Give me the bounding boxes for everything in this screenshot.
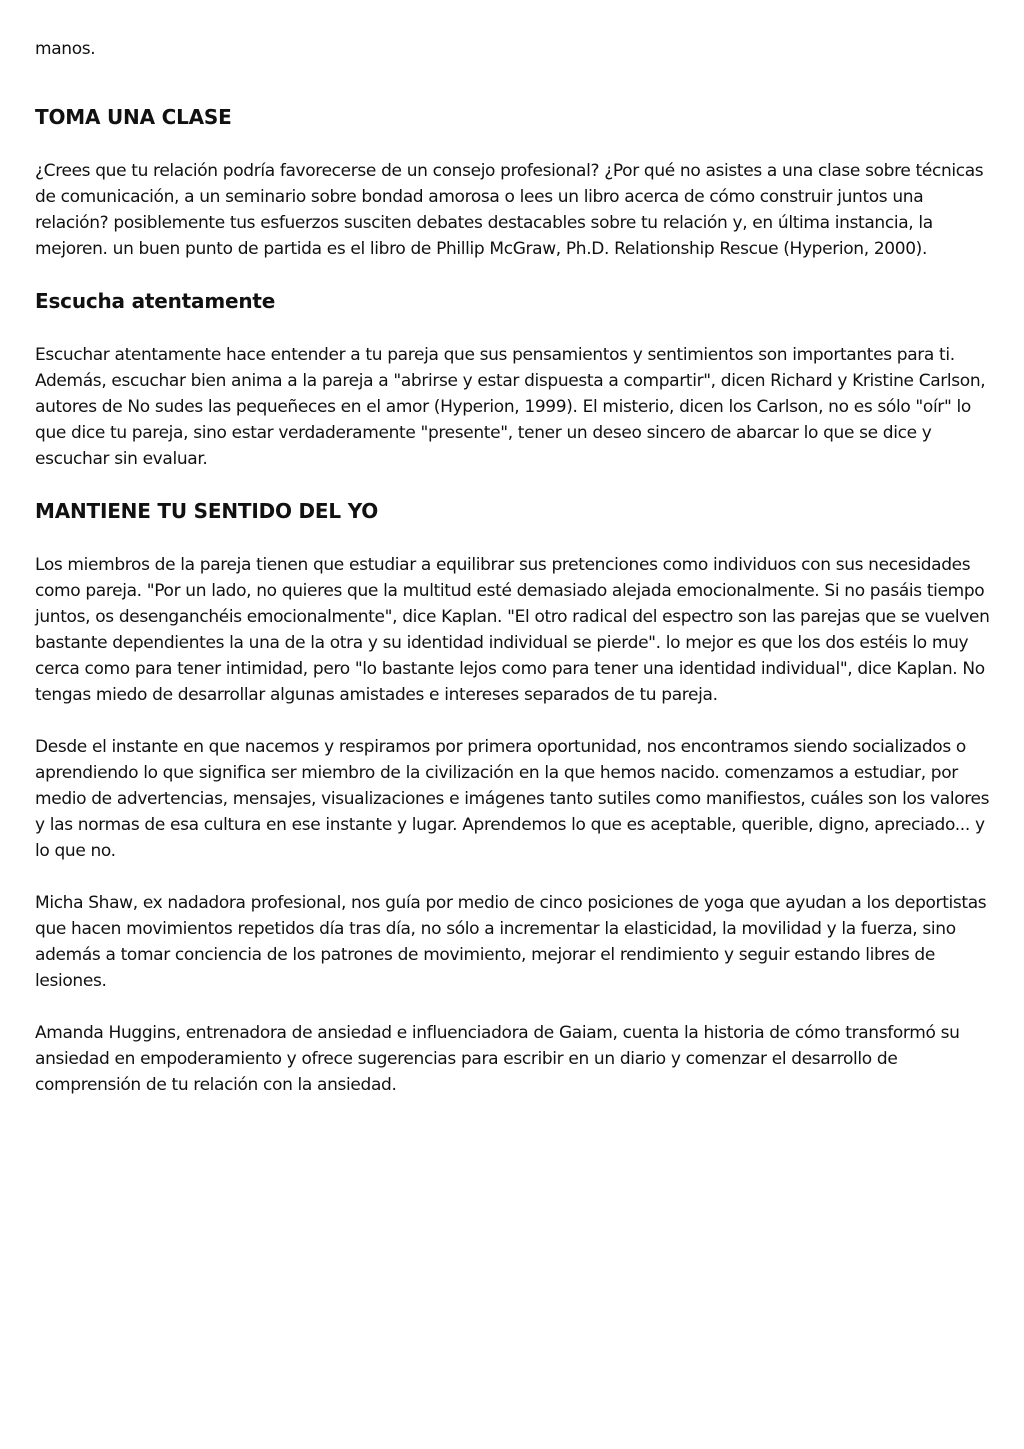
paragraph-escucha-atentamente: Escuchar atentamente hace entender a tu pareja que sus pensamientos y sentimientos son importantes para ti. Además, escuchar bien anima a la pareja a "abrirse y estar dispuesta a compartir", dicen Richard y Kristine Carlson, autores de No sudes las pequeñeces en el amor (Hyperion, 1999). El misterio, dicen los Carlson, no es sólo "oír" lo que dice tu pareja, sino estar verdaderamente "presente", tener un deseo sincero de abarcar lo que se dice y escuchar sin evaluar. [35, 345, 986, 469]
section-heading-toma-una-clase: TOMA UNA CLASE [35, 105, 232, 129]
paragraph-toma-una-clase: ¿Crees que tu relación podría favorecerse de un consejo profesional? ¿Por qué no asistes a una clase sobre técnicas de comunicación, a un seminario sobre bondad amorosa o lees un libro acerca de cómo construir juntos una relación? posiblemente tus esfuerzos susciten debates destacables sobre tu relación y, en última instancia, la mejoren. un buen punto de partida es el libro de Phillip McGraw, Ph.D. Relationship Rescue (Hyperion, 2000). [35, 161, 984, 259]
lead-fragment-text: manos. [35, 39, 96, 59]
paragraph-sentido-del-yo-1: Los miembros de la pareja tienen que estudiar a equilibrar sus pretenciones como individuos con sus necesidades como pareja. "Por un lado, no quieres que la multitud esté demasiado alejada emocionalmente. Si no pasáis tiempo juntos, os desenganchéis emocionalmente", dice Kaplan. "El otro radical del espectro son las parejas que se vuelven bastante dependientes la una de la otra y su identidad individual se pierde". lo mejor es que los dos estéis lo muy cerca como para tener intimidad, pero "lo bastante lejos como para tener una identidad individual", dice Kaplan. No tengas miedo de desarrollar algunas amistades e intereses separados de tu pareja. [35, 555, 990, 705]
section-heading-mantiene-tu-sentido-del-yo: MANTIENE TU SENTIDO DEL YO [35, 499, 379, 523]
document-page [35, 36, 990, 1098]
paragraph-sentido-del-yo-4: Amanda Huggins, entrenadora de ansiedad e influenciadora de Gaiam, cuenta la historia de cómo transformó su ansiedad en empoderamiento y ofrece sugerencias para escribir en un diario y comenzar el desarrollo de comprensión de tu relación con la ansiedad. [35, 1023, 960, 1095]
paragraph-sentido-del-yo-2: Desde el instante en que nacemos y respiramos por primera oportunidad, nos encontramos siendo socializados o aprendiendo lo que significa ser miembro de la civilización en la que hemos nacido. comenzamos a estudiar, por medio de advertencias, mensajes, visualizaciones e imágenes tanto sutiles como manifiestos, cuáles son los valores y las normas de esa cultura en ese instante y lugar. Aprendemos lo que es aceptable, querible, digno, apreciado... y lo que no. [35, 737, 990, 861]
paragraph-sentido-del-yo-3: Micha Shaw, ex nadadora profesional, nos guía por medio de cinco posiciones de yoga que ayudan a los deportistas que hacen movimientos repetidos día tras día, no sólo a incrementar la elasticidad, la movilidad y la fuerza, sino además a tomar conciencia de los patrones de movimiento, mejorar el rendimiento y seguir estando libres de lesiones. [35, 893, 987, 991]
section-heading-escucha-atentamente: Escucha atentamente [35, 289, 276, 313]
